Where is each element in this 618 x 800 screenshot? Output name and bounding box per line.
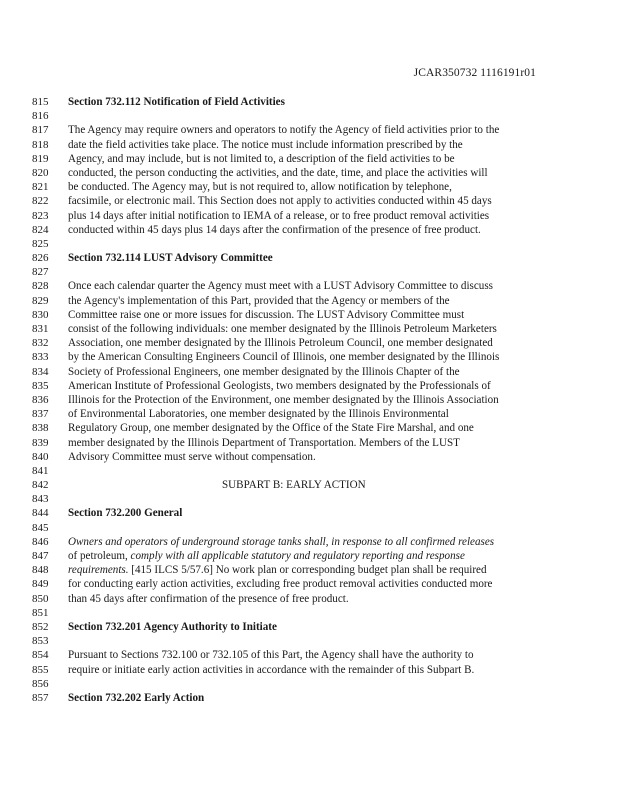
document-line xyxy=(32,393,552,407)
line-number: 854 xyxy=(32,649,49,662)
line-number: 838 xyxy=(32,422,49,435)
document-line xyxy=(32,109,552,123)
document-line xyxy=(32,123,552,137)
line-text: require or initiate early action activities in accordance with the remainder of this Subpart B. xyxy=(68,663,475,676)
line-number: 821 xyxy=(32,181,49,194)
line-text: than 45 days after confirmation of the presence of free product. xyxy=(68,592,349,605)
line-number: 823 xyxy=(32,209,49,222)
line-number: 829 xyxy=(32,294,49,307)
line-text: consist of the following individuals: one member designated by the Illinois Petroleum Marketers xyxy=(68,323,497,335)
line-number: 832 xyxy=(32,337,49,350)
line-text-plain: of petroleum, xyxy=(68,550,131,562)
line-text: facsimile, or electronic mail. This Section does not apply to activities conducted within 45 days xyxy=(68,195,492,208)
line-number: 841 xyxy=(32,464,49,477)
line-number: 819 xyxy=(32,152,49,165)
section-heading-line xyxy=(32,506,552,520)
line-text xyxy=(68,563,487,577)
line-number: 847 xyxy=(32,550,49,562)
document-line xyxy=(32,648,552,662)
line-text: Owners and operators of underground storage tanks shall, in response to all confirmed releases xyxy=(68,535,495,548)
line-text: date the field activities take place. The notice must include information prescribed by the xyxy=(68,138,463,151)
line-text: be conducted. The Agency may, but is not required to, allow notification by telephone, xyxy=(68,181,452,194)
document-line xyxy=(32,379,552,393)
line-text: member designated by the Illinois Department of Transportation. Members of the LUST xyxy=(68,436,460,449)
line-number: 842 xyxy=(32,479,49,492)
document-line xyxy=(32,180,552,194)
line-text: Section 732.114 LUST Advisory Committee xyxy=(68,252,273,265)
line-text: of Environmental Laboratories, one member designated by the Illinois Environmental xyxy=(68,408,449,421)
document-line xyxy=(32,194,552,208)
document-line xyxy=(32,350,552,364)
document-line xyxy=(32,421,552,435)
line-text: Agency, and may include, but is not limited to, a description of the field activities to be xyxy=(68,152,455,165)
line-text-italic: requirements. xyxy=(68,564,129,577)
line-text: conducted, the person conducting the activities, and the date, time, and place the activities will xyxy=(68,166,488,179)
line-text: American Institute of Professional Geologists, two members designated by the Professionals of xyxy=(68,379,491,392)
line-number: 851 xyxy=(32,606,49,619)
document-line xyxy=(32,322,552,336)
line-number: 824 xyxy=(32,223,49,236)
document-line xyxy=(32,166,552,180)
document-line xyxy=(32,577,552,591)
line-number: 815 xyxy=(32,96,49,108)
document-line xyxy=(32,436,552,450)
line-number: 856 xyxy=(32,677,49,690)
line-text-italic: comply with all applicable statutory and regulatory reporting and response xyxy=(130,550,465,562)
line-number: 857 xyxy=(32,691,49,704)
line-number: 828 xyxy=(32,280,49,293)
section-heading-line xyxy=(32,691,552,705)
document-line xyxy=(32,521,552,535)
line-text: Advisory Committee must serve without compensation. xyxy=(68,450,316,463)
line-number: 850 xyxy=(32,592,49,605)
line-number: 853 xyxy=(32,635,49,648)
document-line xyxy=(32,265,552,279)
line-number: 846 xyxy=(32,535,49,548)
subpart-heading-line xyxy=(32,478,552,492)
document-line xyxy=(32,677,552,691)
line-text: Section 732.201 Agency Authority to Initiate xyxy=(68,620,277,633)
line-text: Society of Professional Engineers, one member designated by the Illinois Chapter of the xyxy=(68,365,460,378)
line-text: Illinois for the Protection of the Environment, one member designated by the Illinois Association xyxy=(68,393,499,406)
document-line xyxy=(32,464,552,478)
document-line xyxy=(32,237,552,251)
document-line xyxy=(32,634,552,648)
line-number: 827 xyxy=(32,266,49,279)
line-text: Pursuant to Sections 732.100 or 732.105 of this Part, the Agency shall have the authority to xyxy=(68,649,474,662)
line-number: 816 xyxy=(32,110,49,123)
document-line xyxy=(32,407,552,421)
line-text: Association, one member designated by the Illinois Petroleum Council, one member designated xyxy=(68,337,493,350)
line-text-plain: [415 ILCS 5/57.6] No work plan or corresponding budget plan shall be required xyxy=(128,564,487,577)
document-id: JCAR350732 1116191r01 xyxy=(413,67,536,79)
document-line xyxy=(32,535,552,549)
line-text: SUBPART B: EARLY ACTION xyxy=(222,479,366,492)
line-number: 822 xyxy=(32,195,49,208)
line-number: 834 xyxy=(32,365,49,378)
line-text: plus 14 days after initial notification to IEMA of a release, or to free product removal activities xyxy=(68,209,490,222)
line-number: 818 xyxy=(32,138,49,151)
document-line xyxy=(32,450,552,464)
line-number: 836 xyxy=(32,393,49,406)
line-number: 844 xyxy=(32,507,49,520)
line-number: 817 xyxy=(32,124,49,137)
document-line xyxy=(32,209,552,223)
line-text: by the American Consulting Engineers Council of Illinois, one member designated by the Illinois xyxy=(68,351,500,364)
line-number: 833 xyxy=(32,351,49,364)
document-line xyxy=(32,592,552,606)
line-text xyxy=(68,549,465,563)
section-heading-line xyxy=(32,620,552,634)
document-line xyxy=(32,308,552,322)
line-text: Section 732.112 Notification of Field Activities xyxy=(68,96,285,108)
line-text: Section 732.200 General xyxy=(68,507,183,520)
document-line xyxy=(32,606,552,620)
line-number: 826 xyxy=(32,252,49,265)
document-line xyxy=(32,663,552,677)
line-text: for conducting early action activities, excluding free product removal activities conducted more xyxy=(68,578,493,591)
document-line xyxy=(32,563,552,577)
line-number: 825 xyxy=(32,237,49,250)
line-number: 855 xyxy=(32,663,49,676)
line-number: 843 xyxy=(32,493,49,506)
line-number: 849 xyxy=(32,578,49,591)
line-number: 837 xyxy=(32,408,49,421)
document-line xyxy=(32,336,552,350)
document-line xyxy=(32,279,552,293)
document-body xyxy=(32,95,552,705)
line-text: Regulatory Group, one member designated by the Office of the State Fire Marshal, and one xyxy=(68,422,474,435)
line-number: 835 xyxy=(32,379,49,392)
document-line xyxy=(32,492,552,506)
line-text: Committee raise one or more issues for discussion. The LUST Advisory Committee must xyxy=(68,308,465,321)
line-text: the Agency's implementation of this Part, provided that the Agency or members of the xyxy=(68,294,450,307)
line-number: 848 xyxy=(32,564,49,577)
line-number: 830 xyxy=(32,308,49,321)
line-number: 831 xyxy=(32,323,49,335)
document-line xyxy=(32,152,552,166)
document-line xyxy=(32,138,552,152)
document-line xyxy=(32,294,552,308)
line-text: The Agency may require owners and operators to notify the Agency of field activities prior to the xyxy=(68,124,500,137)
line-number: 840 xyxy=(32,450,49,463)
line-number: 852 xyxy=(32,620,49,633)
document-line xyxy=(32,365,552,379)
line-number: 839 xyxy=(32,436,49,449)
line-number: 820 xyxy=(32,166,49,179)
document-line xyxy=(32,549,552,563)
line-number: 845 xyxy=(32,521,49,534)
document-line xyxy=(32,223,552,237)
line-text: Once each calendar quarter the Agency must meet with a LUST Advisory Committee to discuss xyxy=(68,280,493,293)
section-heading-line xyxy=(32,251,552,265)
line-text: conducted within 45 days plus 14 days after the confirmation of the presence of free product. xyxy=(68,223,481,236)
section-heading-line xyxy=(32,95,552,109)
line-text: Section 732.202 Early Action xyxy=(68,691,205,704)
